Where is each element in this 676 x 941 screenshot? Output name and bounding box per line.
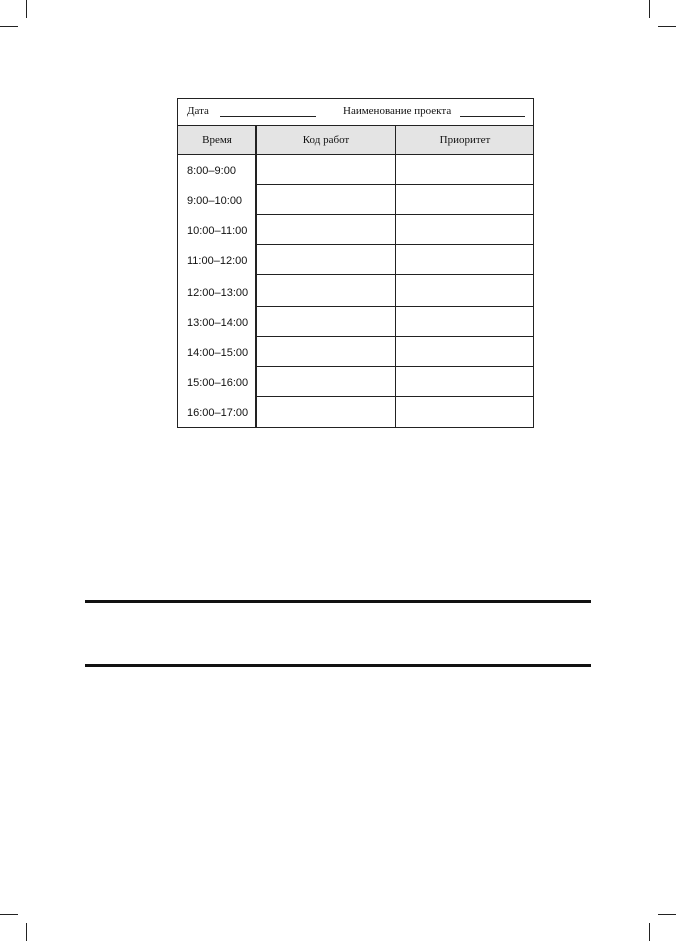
table-row (178, 245, 533, 275)
column-header-work-code: Код работ (302, 134, 350, 146)
table-row (178, 307, 533, 337)
horizontal-rule (85, 664, 591, 667)
time-slot: 15:00–16:00 (187, 377, 249, 389)
table-row (178, 155, 533, 185)
work-code-cell[interactable] (256, 185, 396, 215)
work-code-cell[interactable] (256, 397, 396, 427)
time-slot: 16:00–17:00 (187, 407, 249, 419)
priority-cell[interactable] (396, 337, 533, 367)
time-slot: 10:00–11:00 (187, 225, 248, 237)
time-slot: 12:00–13:00 (187, 287, 249, 299)
priority-cell[interactable] (396, 367, 533, 397)
crop-mark (649, 923, 650, 941)
priority-cell[interactable] (396, 245, 533, 275)
work-code-cell[interactable] (256, 245, 396, 275)
schedule-form (177, 98, 534, 428)
time-slot: 11:00–12:00 (187, 255, 248, 267)
priority-cell[interactable] (396, 215, 533, 245)
table-row (178, 277, 533, 307)
table-row (178, 337, 533, 367)
crop-mark (26, 923, 27, 941)
time-slot: 8:00–9:00 (187, 165, 236, 177)
work-code-cell[interactable] (256, 367, 396, 397)
work-code-cell[interactable] (256, 215, 396, 245)
time-slot: 14:00–15:00 (187, 347, 249, 359)
work-code-cell[interactable] (256, 337, 396, 367)
priority-cell[interactable] (396, 277, 533, 307)
form-header-fields (178, 99, 533, 126)
project-name-field[interactable] (460, 116, 525, 117)
priority-cell[interactable] (396, 155, 533, 185)
date-field[interactable] (220, 116, 316, 117)
work-code-cell[interactable] (256, 155, 396, 185)
date-label: Дата (187, 105, 209, 117)
crop-mark (26, 0, 27, 18)
work-code-cell[interactable] (256, 307, 396, 337)
crop-mark (649, 0, 650, 18)
crop-mark (658, 914, 676, 915)
project-name-label: Наименование проекта (343, 105, 452, 117)
table-row (178, 397, 533, 427)
column-header-priority: Приоритет (439, 134, 491, 146)
crop-mark (0, 26, 18, 27)
time-slot: 13:00–14:00 (187, 317, 249, 329)
crop-mark (0, 914, 18, 915)
time-slot: 9:00–10:00 (187, 195, 243, 207)
priority-cell[interactable] (396, 307, 533, 337)
table-row (178, 215, 533, 245)
work-code-cell[interactable] (256, 277, 396, 307)
table-row (178, 185, 533, 215)
priority-cell[interactable] (396, 397, 533, 427)
horizontal-rule (85, 600, 591, 603)
table-header (178, 126, 533, 155)
column-header-time: Время (202, 134, 232, 146)
table-row (178, 367, 533, 397)
crop-mark (658, 26, 676, 27)
priority-cell[interactable] (396, 185, 533, 215)
